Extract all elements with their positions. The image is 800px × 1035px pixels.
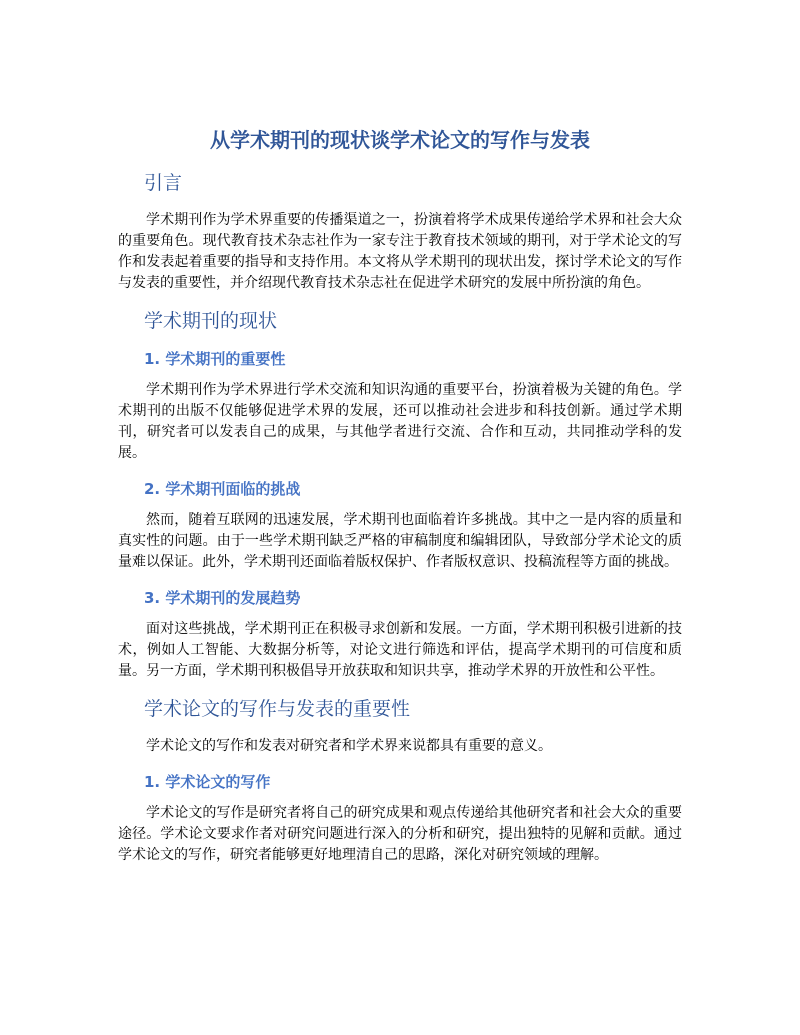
paragraph-trends: 面对这些挑战，学术期刊正在积极寻求创新和发展。一方面，学术期刊积极引进新的技术，例如人工智能、大数据分析等，对论文进行筛选和评估，提高学术期刊的可信度和质量。另一方面，学术期刊积极倡导开放获取和知识共享，推动学术界的开放性和公平性。 xyxy=(118,621,682,679)
heading-journal-status: 学术期刊的现状 xyxy=(144,310,278,332)
paragraph-challenges: 然而，随着互联网的迅速发展，学术期刊也面临着许多挑战。其中之一是内容的质量和真实性的问题。由于一些学术期刊缺乏严格的审稿制度和编辑团队，导致部分学术论文的质量难以保证。此外，学术期刊还面临着版权保护、作者版权意识、投稿流程等方面的挑战。 xyxy=(118,512,682,570)
paragraph-writing-intro: 学术论文的写作和发表对研究者和学术界来说都具有重要的意义。 xyxy=(146,738,552,754)
subheading-trends: 3. 学术期刊的发展趋势 xyxy=(144,589,301,607)
subheading-paper-writing: 1. 学术论文的写作 xyxy=(144,773,271,791)
subheading-challenges: 2. 学术期刊面临的挑战 xyxy=(144,480,301,498)
paragraph-importance: 学术期刊作为学术界进行学术交流和知识沟通的重要平台，扮演着极为关键的角色。学术期刊的出版不仅能够促进学术界的发展，还可以推动社会进步和科技创新。通过学术期刊，研究者可以发表自己的成果，与其他学者进行交流、合作和互动，共同推动学科的发展。 xyxy=(118,382,682,461)
heading-intro: 引言 xyxy=(144,172,183,194)
document-title: 从学术期刊的现状谈学术论文的写作与发表 xyxy=(210,128,590,152)
heading-writing-importance: 学术论文的写作与发表的重要性 xyxy=(144,698,411,720)
paragraph-intro: 学术期刊作为学术界重要的传播渠道之一，扮演着将学术成果传递给学术界和社会大众的重要角色。现代教育技术杂志社作为一家专注于教育技术领域的期刊，对于学术论文的写作和发表起着重要的指导和支持作用。本文将从学术期刊的现状出发，探讨学术论文的写作与发表的重要性，并介绍现代教育技术杂志社在促进学术研究的发展中所扮演的角色。 xyxy=(118,212,682,291)
subheading-importance: 1. 学术期刊的重要性 xyxy=(144,350,286,368)
paragraph-paper-writing: 学术论文的写作是研究者将自己的研究成果和观点传递给其他研究者和社会大众的重要途径。学术论文要求作者对研究问题进行深入的分析和研究，提出独特的见解和贡献。通过学术论文的写作，研究者能够更好地理清自己的思路，深化对研究领域的理解。 xyxy=(118,805,682,863)
